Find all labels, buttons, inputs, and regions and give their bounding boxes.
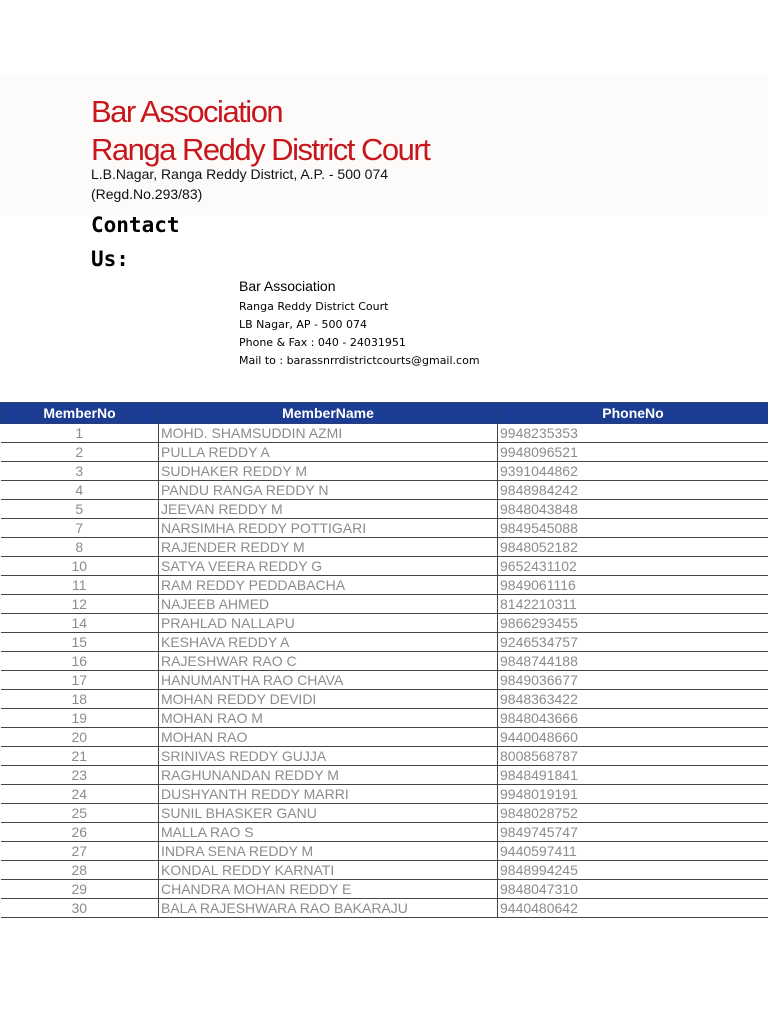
member-no-cell: 17 [1, 671, 159, 690]
phone-no-cell: 8008568787 [498, 747, 768, 766]
table-row [1, 690, 768, 709]
phone-no-cell: 9848028752 [498, 804, 768, 823]
member-no-cell: 4 [1, 481, 159, 500]
table-row [1, 899, 768, 918]
member-name-cell: PULLA REDDY A [159, 443, 498, 462]
phone-no-cell: 9849036677 [498, 671, 768, 690]
member-no-cell: 18 [1, 690, 159, 709]
member-no-cell: 10 [1, 557, 159, 576]
page-title-court: Ranga Reddy District Court [91, 132, 430, 167]
phone-no-cell: 9440048660 [498, 728, 768, 747]
page-title-association: Bar Association [91, 94, 283, 129]
member-name-cell: PANDU RANGA REDDY N [159, 481, 498, 500]
member-name-cell: SUNIL BHASKER GANU [159, 804, 498, 823]
table-row [1, 481, 768, 500]
table-row [1, 766, 768, 785]
member-no-cell: 26 [1, 823, 159, 842]
contact-phone: Phone & Fax : 040 - 24031951 [239, 336, 406, 349]
header-registration: (Regd.No.293/83) [91, 186, 203, 202]
contact-address: LB Nagar, AP - 500 074 [239, 318, 367, 331]
member-no-cell: 1 [1, 424, 159, 443]
contact-court: Ranga Reddy District Court [239, 300, 389, 313]
member-name-cell: MALLA RAO S [159, 823, 498, 842]
phone-no-cell: 9848043666 [498, 709, 768, 728]
phone-no-cell: 9848491841 [498, 766, 768, 785]
phone-no-cell: 9849061116 [498, 576, 768, 595]
member-no-cell: 24 [1, 785, 159, 804]
member-no-cell: 28 [1, 861, 159, 880]
table-row [1, 500, 768, 519]
member-no-cell: 25 [1, 804, 159, 823]
member-no-cell: 20 [1, 728, 159, 747]
member-name-cell: NAJEEB AHMED [159, 595, 498, 614]
header-address: L.B.Nagar, Ranga Reddy District, A.P. - 500 074 [91, 166, 389, 182]
member-name-cell: MOHAN RAO M [159, 709, 498, 728]
member-no-cell: 14 [1, 614, 159, 633]
members-table-body [1, 424, 768, 918]
member-name-cell: JEEVAN REDDY M [159, 500, 498, 519]
phone-no-cell: 9246534757 [498, 633, 768, 652]
member-name-cell: RAJENDER REDDY M [159, 538, 498, 557]
column-header-member-name: MemberName [159, 403, 498, 424]
column-header-phone-no: PhoneNo [498, 403, 768, 424]
table-row [1, 443, 768, 462]
phone-no-cell: 9849545088 [498, 519, 768, 538]
member-no-cell: 30 [1, 899, 159, 918]
phone-no-cell: 9440480642 [498, 899, 768, 918]
phone-no-cell: 9848744188 [498, 652, 768, 671]
member-no-cell: 12 [1, 595, 159, 614]
table-row [1, 785, 768, 804]
phone-no-cell: 9948096521 [498, 443, 768, 462]
table-row [1, 424, 768, 443]
member-name-cell: KESHAVA REDDY A [159, 633, 498, 652]
member-no-cell: 16 [1, 652, 159, 671]
phone-no-cell: 9440597411 [498, 842, 768, 861]
table-row [1, 861, 768, 880]
contact-heading-line1: Contact [91, 213, 180, 237]
member-no-cell: 7 [1, 519, 159, 538]
table-row [1, 538, 768, 557]
table-row [1, 576, 768, 595]
table-row [1, 728, 768, 747]
member-name-cell: CHANDRA MOHAN REDDY E [159, 880, 498, 899]
table-row [1, 823, 768, 842]
member-name-cell: MOHD. SHAMSUDDIN AZMI [159, 424, 498, 443]
table-row [1, 633, 768, 652]
member-no-cell: 5 [1, 500, 159, 519]
table-row [1, 557, 768, 576]
table-row [1, 614, 768, 633]
contact-name: Bar Association [239, 278, 336, 294]
member-name-cell: SRINIVAS REDDY GUJJA [159, 747, 498, 766]
contact-heading-line2: Us: [91, 247, 129, 271]
member-no-cell: 23 [1, 766, 159, 785]
phone-no-cell: 9652431102 [498, 557, 768, 576]
contact-mail: Mail to : barassnrrdistrictcourts@gmail.com [239, 354, 480, 367]
table-row [1, 652, 768, 671]
member-no-cell: 27 [1, 842, 159, 861]
member-name-cell: SATYA VEERA REDDY G [159, 557, 498, 576]
member-name-cell: PRAHLAD NALLAPU [159, 614, 498, 633]
phone-no-cell: 9848043848 [498, 500, 768, 519]
member-name-cell: KONDAL REDDY KARNATI [159, 861, 498, 880]
phone-no-cell: 9848984242 [498, 481, 768, 500]
member-no-cell: 8 [1, 538, 159, 557]
phone-no-cell: 9848994245 [498, 861, 768, 880]
phone-no-cell: 9948235353 [498, 424, 768, 443]
member-name-cell: RAGHUNANDAN REDDY M [159, 766, 498, 785]
member-no-cell: 19 [1, 709, 159, 728]
phone-no-cell: 9848052182 [498, 538, 768, 557]
phone-no-cell: 9849745747 [498, 823, 768, 842]
table-row [1, 804, 768, 823]
member-name-cell: RAJESHWAR RAO C [159, 652, 498, 671]
member-name-cell: NARSIMHA REDDY POTTIGARI [159, 519, 498, 538]
table-header-row [1, 403, 768, 424]
member-no-cell: 11 [1, 576, 159, 595]
phone-no-cell: 9391044862 [498, 462, 768, 481]
member-no-cell: 3 [1, 462, 159, 481]
phone-no-cell: 9848363422 [498, 690, 768, 709]
member-name-cell: RAM REDDY PEDDABACHA [159, 576, 498, 595]
column-header-member-no: MemberNo [1, 403, 159, 424]
member-no-cell: 29 [1, 880, 159, 899]
phone-no-cell: 9948019191 [498, 785, 768, 804]
phone-no-cell: 9848047310 [498, 880, 768, 899]
member-no-cell: 15 [1, 633, 159, 652]
member-name-cell: MOHAN RAO [159, 728, 498, 747]
table-row [1, 595, 768, 614]
member-name-cell: HANUMANTHA RAO CHAVA [159, 671, 498, 690]
phone-no-cell: 9866293455 [498, 614, 768, 633]
table-row [1, 462, 768, 481]
member-name-cell: SUDHAKER REDDY M [159, 462, 498, 481]
member-name-cell: INDRA SENA REDDY M [159, 842, 498, 861]
member-no-cell: 2 [1, 443, 159, 462]
table-row [1, 880, 768, 899]
member-name-cell: MOHAN REDDY DEVIDI [159, 690, 498, 709]
table-row [1, 519, 768, 538]
phone-no-cell: 8142210311 [498, 595, 768, 614]
table-row [1, 709, 768, 728]
member-name-cell: DUSHYANTH REDDY MARRI [159, 785, 498, 804]
member-no-cell: 21 [1, 747, 159, 766]
members-table [0, 402, 768, 918]
table-row [1, 671, 768, 690]
member-name-cell: BALA RAJESHWARA RAO BAKARAJU [159, 899, 498, 918]
table-row [1, 747, 768, 766]
table-row [1, 842, 768, 861]
